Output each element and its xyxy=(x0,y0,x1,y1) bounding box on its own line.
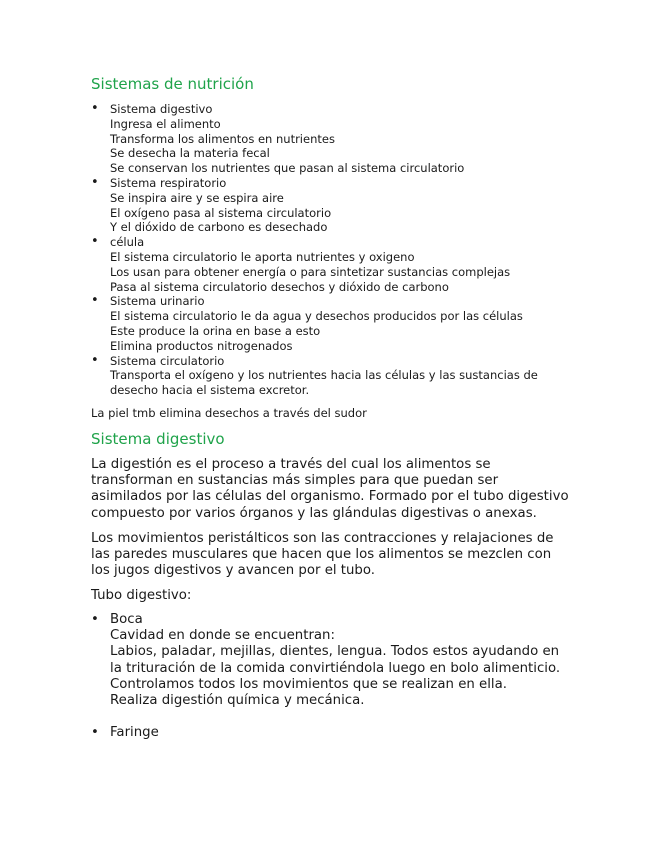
organs-list xyxy=(91,612,571,741)
system-name: • Sistema digestivo xyxy=(110,102,213,116)
system-line: Y el dióxido de carbono es desechado xyxy=(110,220,328,235)
system-line: Se inspira aire y se espira aire xyxy=(110,190,284,205)
organ-line: Labios, paladar, mejillas, dientes, lengua. Todos estos ayudando en la trituración de la comida convirtiéndola luego en bolo alimenticio. xyxy=(110,644,561,676)
list-item xyxy=(91,176,538,235)
list-item xyxy=(91,612,571,709)
organ-name: • Faringe xyxy=(110,725,159,741)
list-item xyxy=(91,294,538,353)
paragraph-digestion: La digestión es el proceso a través del cual los alimentos se transforman en sustancias más simples para que puedan ser asimilados por las células del organismo. Formado por el tubo digestivo compuesto por varios órganos y las glándulas digestivas o anexas. xyxy=(91,457,569,521)
list-item xyxy=(91,354,538,398)
system-line: Pasa al sistema circulatorio desechos y dióxido de carbono xyxy=(110,279,449,294)
system-line: El sistema circulatorio le aporta nutrientes y oxigeno xyxy=(110,249,415,264)
heading-nutrition-systems: Sistemas de nutrición xyxy=(91,75,254,93)
tube-label: Tubo digestivo: xyxy=(91,588,192,603)
list-item xyxy=(91,235,538,294)
organ-name: • Boca xyxy=(110,612,143,627)
system-line: Transforma los alimentos en nutrientes xyxy=(110,131,335,146)
system-line: Transporta el oxígeno y los nutrientes hacia las células y las sustancias de xyxy=(110,368,538,383)
list-item xyxy=(91,725,571,741)
organ-line: Cavidad en donde se encuentran: xyxy=(110,628,335,644)
systems-list xyxy=(91,102,538,398)
system-line: Elimina productos nitrogenados xyxy=(110,338,293,353)
system-line: El sistema circulatorio le da agua y desechos producidos por las células xyxy=(110,309,523,324)
system-name: • célula xyxy=(110,235,145,250)
paragraph-peristalsis: Los movimientos peristálticos son las contracciones y relajaciones de las paredes musculares que hacen que los alimentos se mezclen con los jugos digestivos y avancen por el tubo. xyxy=(91,531,554,579)
system-name: • Sistema urinario xyxy=(110,294,205,309)
system-line: Este produce la orina en base a esto xyxy=(110,323,321,338)
system-line: Se desecha la materia fecal xyxy=(110,146,270,161)
system-line: Se conservan los nutrientes que pasan al sistema circulatorio xyxy=(110,161,465,176)
system-name: • Sistema circulatorio xyxy=(110,353,225,368)
system-line: desecho hacia el sistema excretor. xyxy=(110,383,310,398)
skin-note: La piel tmb elimina desechos a través del sudor xyxy=(91,406,367,420)
heading-digestive-system: Sistema digestivo xyxy=(91,430,225,448)
organ-line: Controlamos todos los movimientos que se realizan en ella. xyxy=(110,676,507,692)
system-line: Ingresa el alimento xyxy=(110,116,221,131)
list-item xyxy=(91,102,538,176)
system-line: Los usan para obtener energía o para sintetizar sustancias complejas xyxy=(110,264,511,279)
system-name: • Sistema respiratorio xyxy=(110,175,227,190)
system-line: El oxígeno pasa al sistema circulatorio xyxy=(110,205,332,220)
organ-line: Realiza digestión química y mecánica. xyxy=(110,693,365,709)
